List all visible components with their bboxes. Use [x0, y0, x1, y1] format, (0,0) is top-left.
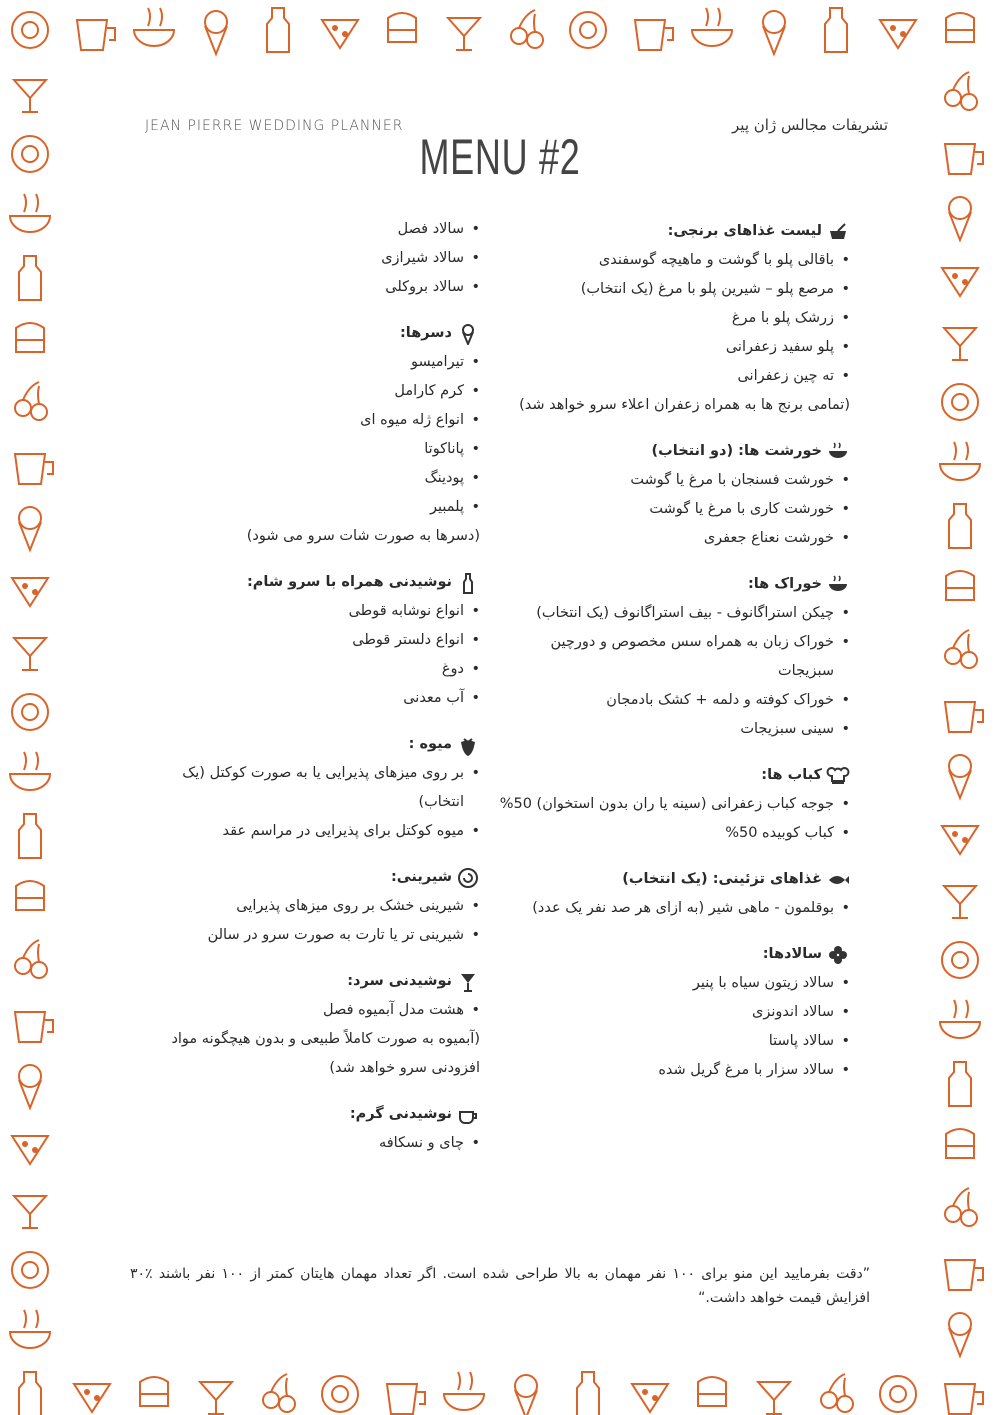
brand-name-english: JEAN PIERRE WEDDING PLANNER — [145, 118, 404, 134]
section-heading-text: شیرینی: — [390, 869, 452, 885]
menu-item-list — [495, 599, 850, 744]
menu-item-list — [150, 215, 480, 302]
chef-hat-icon — [826, 765, 850, 787]
list-item: • خوراک کوفته و دلمه + کشک بادمجان — [495, 686, 850, 715]
menu-section — [150, 319, 480, 551]
section-note: (تمامی برنج ها به همراه زعفران اعلاء سرو خواهد شد) — [519, 397, 850, 413]
list-item: • سالاد زیتون سیاه با پنیر — [495, 969, 850, 998]
list-item: • سینی سبزیجات — [495, 715, 850, 744]
clover-icon — [826, 944, 850, 966]
menu-item-list — [150, 892, 480, 950]
section-heading — [495, 217, 850, 246]
menu-item-list — [150, 996, 480, 1025]
section-heading — [150, 1100, 480, 1129]
pot-icon — [826, 221, 850, 243]
list-item: • چیکن استراگانوف - بیف استراگانوف (یک انتخاب) — [495, 599, 850, 628]
menu-section — [495, 217, 850, 420]
menu-section — [150, 568, 480, 713]
brand-name-persian: تشریفات مجالس ژان پیر — [732, 116, 888, 134]
section-heading-text: خورشت ها: (دو انتخاب) — [651, 443, 822, 459]
strawberry-icon — [456, 734, 480, 756]
list-item: • انواع نوشابه قوطی — [150, 597, 480, 626]
list-item: • باقالی پلو با گوشت و ماهیچه گوسفندی — [495, 246, 850, 275]
menu-section — [495, 940, 850, 1085]
cup-icon — [456, 1104, 480, 1126]
list-item: • پودینگ — [150, 464, 480, 493]
list-item: • سالاد فصل — [150, 215, 480, 244]
list-item: • پلمبیر — [150, 493, 480, 522]
list-item: • پلو سفید زعفرانی — [495, 333, 850, 362]
list-item: • خورشت نعناع جعفری — [495, 524, 850, 553]
section-heading-text: میوه : — [408, 736, 452, 752]
section-note: (دسرها به صورت شات سرو می شود) — [246, 528, 480, 544]
section-heading-text: نوشیدنی همراه با سرو شام: — [246, 574, 452, 590]
menu-section — [150, 1100, 480, 1158]
section-heading — [495, 437, 850, 466]
list-item: • چای و نسکافه — [150, 1129, 480, 1158]
section-heading-text: نوشیدنی سرد: — [347, 973, 452, 989]
fish-icon — [826, 869, 850, 891]
list-item: • شیرینی تر یا تارت به صورت سرو در سالن — [150, 921, 480, 950]
menu-column-left — [150, 215, 480, 1175]
menu-item-list — [150, 348, 480, 522]
footer-note: ”دقت بفرمایید این منو برای ۱۰۰ نفر مهمان به بالا طراحی شده است. اگر تعداد مهمان هایتان کمتر از ۱۰۰ نفر باشند ٪۳۰ افزایش قیمت خواهد داشت.“ — [130, 1266, 870, 1306]
list-item: • انواع ژله میوه ای — [150, 406, 480, 435]
list-item: • سالاد اندونزی — [495, 998, 850, 1027]
section-heading — [495, 940, 850, 969]
menu-section — [150, 967, 480, 1083]
list-item: • سالاد سزار با مرغ گریل شده — [495, 1056, 850, 1085]
list-item: • کرم کارامل — [150, 377, 480, 406]
list-item: • هشت مدل آبمیوه فصل — [150, 996, 480, 1025]
list-item: • آب معدنی — [150, 684, 480, 713]
list-item: • تیرامیسو — [150, 348, 480, 377]
section-heading — [150, 568, 480, 597]
list-item: • انواع دلستر قوطی — [150, 626, 480, 655]
list-item: • خوراک زبان به همراه سس مخصوص و دورچین سبزیجات — [495, 628, 850, 686]
section-heading — [495, 570, 850, 599]
list-item: • ته چین زعفرانی — [495, 362, 850, 391]
menu-item-list — [495, 790, 850, 848]
menu-section — [495, 437, 850, 553]
list-item: • بر روی میزهای پذیرایی یا به صورت کوکتل (یک انتخاب) — [150, 759, 480, 817]
menu-item-list — [495, 246, 850, 391]
section-heading — [495, 865, 850, 894]
list-item: • سالاد پاستا — [495, 1027, 850, 1056]
menu-item-list — [495, 466, 850, 553]
section-heading — [495, 761, 850, 790]
list-item: • میوه کوکتل برای پذیرایی در مراسم عقد — [150, 817, 480, 846]
list-item: • سالاد شیرازی — [150, 244, 480, 273]
section-heading-text: خوراک ها: — [747, 576, 822, 592]
list-item: • پاناکوتا — [150, 435, 480, 464]
section-heading-text: لیست غذاهای برنجی: — [667, 223, 822, 239]
section-heading — [150, 730, 480, 759]
list-item: • سالاد بروکلی — [150, 273, 480, 302]
list-item: • شیرینی خشک بر روی میزهای پذیرایی — [150, 892, 480, 921]
list-item: • جوجه کباب زعفرانی (سینه یا ران بدون استخوان) 50% — [495, 790, 850, 819]
section-heading-text: کباب ها: — [761, 767, 822, 783]
bottle-icon — [456, 572, 480, 594]
bowl-icon — [826, 441, 850, 463]
menu-item-list — [495, 969, 850, 1085]
list-item: • کباب کوبیده 50% — [495, 819, 850, 848]
section-heading-text: دسرها: — [399, 325, 452, 341]
list-item: • زرشک پلو با مرغ — [495, 304, 850, 333]
section-heading-text: غذاهای تزئینی: (یک انتخاب) — [622, 871, 822, 887]
list-item: • بوقلمون - ماهی شیر (به ازای هر صد نفر یک عدد) — [495, 894, 850, 923]
menu-item-list — [495, 894, 850, 923]
section-note: (آبمیوه به صورت کاملاً طبیعی و بدون هیچگونه مواد افزودنی سرو خواهد شد) — [171, 1031, 480, 1076]
section-heading — [150, 319, 480, 348]
menu-item-list — [150, 759, 480, 846]
menu-item-list — [150, 1129, 480, 1158]
ice-cream-icon — [456, 323, 480, 345]
section-heading-text: نوشیدنی گرم: — [349, 1106, 452, 1122]
menu-column-right — [495, 217, 850, 1102]
cocktail-icon — [456, 971, 480, 993]
list-item: • دوغ — [150, 655, 480, 684]
menu-section — [150, 215, 480, 302]
bowl-icon — [826, 574, 850, 596]
section-heading — [150, 967, 480, 996]
menu-section — [495, 865, 850, 923]
menu-section — [495, 570, 850, 744]
menu-item-list — [150, 597, 480, 713]
list-item: • مرصع پلو – شیرین پلو با مرغ (یک انتخاب) — [495, 275, 850, 304]
section-heading — [150, 863, 480, 892]
list-item: • خورشت فسنجان با مرغ یا گوشت — [495, 466, 850, 495]
menu-section — [495, 761, 850, 848]
page-title: MENU #2 — [419, 129, 581, 185]
cookie-icon — [456, 867, 480, 889]
section-heading-text: سالادها: — [762, 946, 822, 962]
menu-section — [150, 730, 480, 846]
menu-section — [150, 863, 480, 950]
list-item: • خورشت کاری با مرغ یا گوشت — [495, 495, 850, 524]
